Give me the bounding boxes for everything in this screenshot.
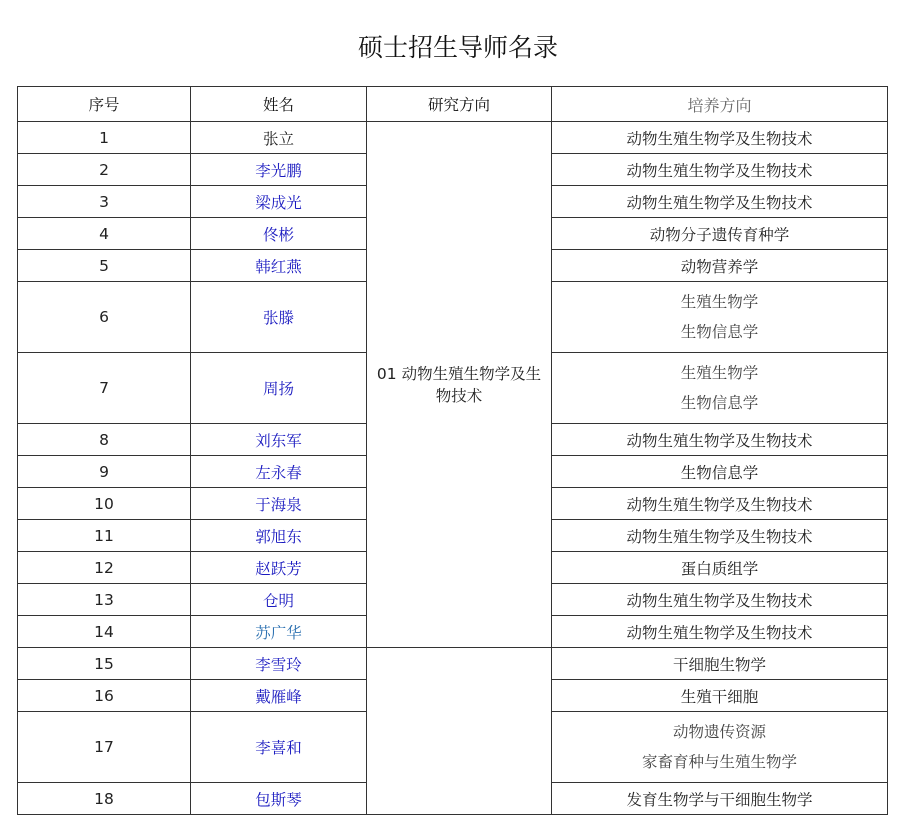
training-direction: 蛋白质组学 [552, 552, 888, 584]
training-item: 生殖生物学 [680, 293, 759, 311]
header-direction: 研究方向 [367, 87, 552, 122]
mentor-name-link[interactable]: 周扬 [191, 353, 367, 424]
table-body [18, 122, 888, 815]
header-index: 序号 [18, 87, 191, 122]
research-direction: 01 动物生殖生物学及生物技术 [367, 122, 552, 648]
training-item: 家畜育种与生殖生物学 [641, 753, 797, 771]
mentor-name-link[interactable]: 李光鹏 [191, 154, 367, 186]
mentor-name-link[interactable]: 包斯琴 [191, 783, 367, 815]
row-index: 12 [18, 552, 191, 584]
mentor-table [17, 86, 888, 815]
table-row [18, 648, 888, 680]
mentor-name-link[interactable]: 于海泉 [191, 488, 367, 520]
table-header-row [18, 87, 888, 122]
row-index: 2 [18, 154, 191, 186]
mentor-name-link[interactable]: 仓明 [191, 584, 367, 616]
table-row [18, 122, 888, 154]
training-direction: 生物信息学 [552, 456, 888, 488]
row-index: 13 [18, 584, 191, 616]
training-item: 动物遗传资源 [672, 723, 766, 741]
row-index: 9 [18, 456, 191, 488]
row-index: 16 [18, 680, 191, 712]
mentor-name-link[interactable]: 郭旭东 [191, 520, 367, 552]
training-direction: 动物生殖生物学及生物技术 [552, 154, 888, 186]
row-index: 11 [18, 520, 191, 552]
training-direction [552, 353, 888, 424]
training-direction: 动物营养学 [552, 250, 888, 282]
training-direction: 动物生殖生物学及生物技术 [552, 122, 888, 154]
training-direction: 发育生物学与干细胞生物学 [552, 783, 888, 815]
training-direction [552, 282, 888, 353]
row-index: 7 [18, 353, 191, 424]
row-index: 3 [18, 186, 191, 218]
training-direction: 动物生殖生物学及生物技术 [552, 186, 888, 218]
training-direction: 生殖干细胞 [552, 680, 888, 712]
mentor-name-link[interactable]: 赵跃芳 [191, 552, 367, 584]
research-direction [367, 648, 552, 815]
row-index: 1 [18, 122, 191, 154]
page-title: 硕士招生导师名录 [357, 33, 558, 62]
header-training: 培养方向 [552, 87, 888, 122]
training-item: 生物信息学 [680, 394, 759, 412]
mentor-name-link: 张立 [191, 122, 367, 154]
row-index: 15 [18, 648, 191, 680]
training-item: 生物信息学 [680, 323, 759, 341]
mentor-name-link[interactable]: 李雪玲 [191, 648, 367, 680]
mentor-name-link[interactable]: 韩红燕 [191, 250, 367, 282]
row-index: 4 [18, 218, 191, 250]
training-direction: 动物生殖生物学及生物技术 [552, 616, 888, 648]
training-direction: 动物生殖生物学及生物技术 [552, 584, 888, 616]
mentor-name-link[interactable]: 梁成光 [191, 186, 367, 218]
training-direction: 动物生殖生物学及生物技术 [552, 488, 888, 520]
header-name: 姓名 [191, 87, 367, 122]
row-index: 17 [18, 712, 191, 783]
training-direction [552, 712, 888, 783]
row-index: 6 [18, 282, 191, 353]
mentor-name-link[interactable]: 左永春 [191, 456, 367, 488]
training-direction: 动物生殖生物学及生物技术 [552, 424, 888, 456]
mentor-name-link[interactable]: 戴雁峰 [191, 680, 367, 712]
mentor-name-link[interactable]: 苏广华 [191, 616, 367, 648]
row-index: 18 [18, 783, 191, 815]
training-item: 生殖生物学 [680, 364, 759, 382]
mentor-name-link[interactable]: 李喜和 [191, 712, 367, 783]
row-index: 14 [18, 616, 191, 648]
mentor-name-link[interactable]: 佟彬 [191, 218, 367, 250]
row-index: 8 [18, 424, 191, 456]
mentor-name-link[interactable]: 张滕 [191, 282, 367, 353]
row-index: 5 [18, 250, 191, 282]
row-index: 10 [18, 488, 191, 520]
training-direction: 动物分子遗传育种学 [552, 218, 888, 250]
mentor-name-link[interactable]: 刘东军 [191, 424, 367, 456]
training-direction: 干细胞生物学 [552, 648, 888, 680]
training-direction: 动物生殖生物学及生物技术 [552, 520, 888, 552]
